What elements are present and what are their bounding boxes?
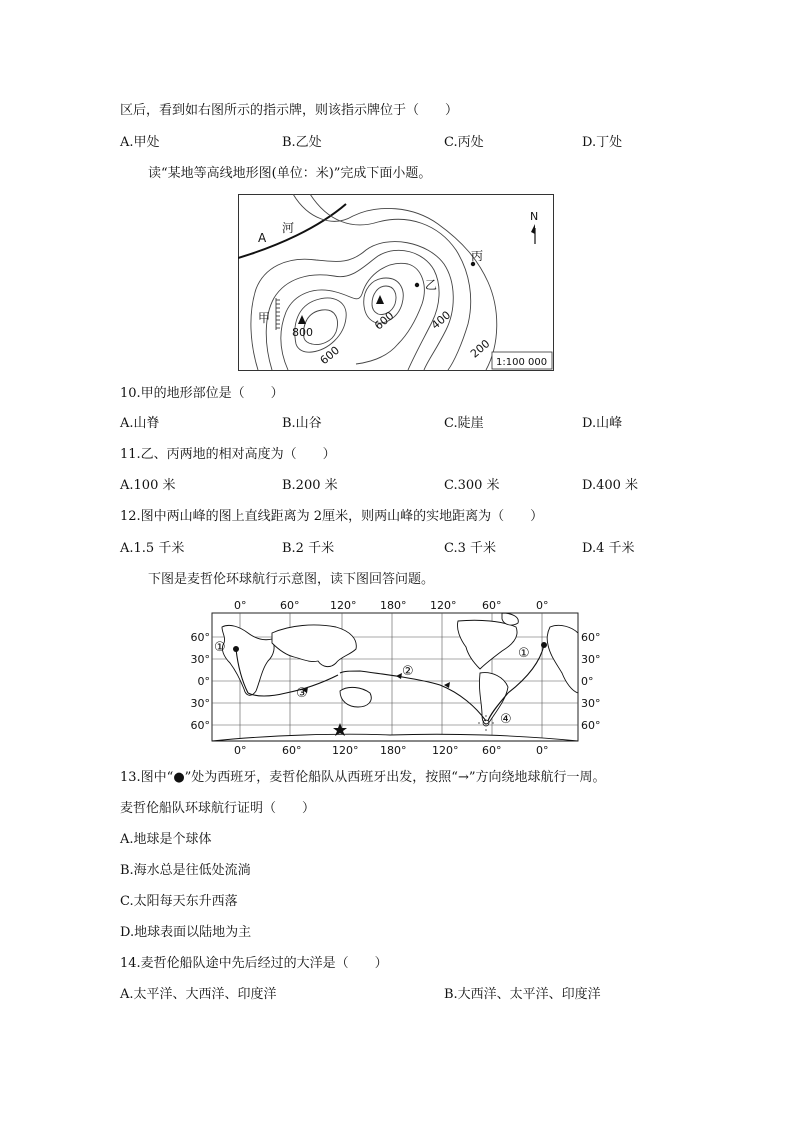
q12-option-a: A.1.5 千米: [120, 541, 185, 556]
spain-dot-left: [233, 646, 239, 652]
q11-option-d: D.400 米: [582, 478, 639, 493]
left-lat-0: 0°: [197, 675, 210, 688]
q13-option-b: B.海水总是往低处流淌: [120, 863, 251, 878]
question-10-stem: 10.甲的地形部位是（ ）: [120, 386, 284, 401]
spain-dot-right: [541, 642, 547, 648]
bottom-lon-4: 120°: [432, 744, 459, 757]
left-lat-30n: 30°: [190, 653, 210, 666]
question-12-stem: 12.图中两山峰的图上直线距离为 2厘米，则两山峰的实地距离为（ ）: [120, 509, 544, 524]
bottom-lon-3: 180°: [380, 744, 407, 757]
marker-1-left: ①: [214, 640, 226, 655]
question-stem-sign: 区后，看到如右图所示的指示牌，则该指示牌位于（ ）: [120, 103, 459, 118]
top-lon-0: 0°: [234, 599, 247, 612]
question-14-stem: 14.麦哲伦船队途中先后经过的大洋是（ ）: [120, 956, 388, 971]
q12-option-b: B.2 千米: [282, 541, 335, 556]
reading-instruction-contour: 读“某地等高线地形图(单位：米)”完成下面小题。: [148, 166, 432, 181]
point-yi-dot: [415, 283, 419, 287]
top-lon-2: 120°: [330, 599, 357, 612]
bottom-lon-6: 0°: [536, 744, 549, 757]
q11-option-a: A.100 米: [120, 478, 176, 493]
right-lat-60n: 60°: [581, 631, 601, 644]
top-lon-6: 0°: [536, 599, 549, 612]
label-200: 200: [468, 337, 493, 361]
contour-map: [238, 194, 554, 371]
q10-option-c: C.陡崖: [444, 416, 484, 431]
label-a: A: [258, 231, 267, 245]
question-11-stem: 11.乙、丙两地的相对高度为（ ）: [120, 447, 336, 462]
option-d: D.丁处: [582, 135, 623, 150]
q10-option-b: B.山谷: [282, 416, 322, 431]
q10-option-d: D.山峰: [582, 416, 623, 431]
label-400: 400: [428, 308, 454, 332]
marker-3: ③: [296, 686, 308, 701]
q14-option-b: B.大西洋、太平洋、印度洋: [444, 987, 601, 1002]
q14-option-a: A.太平洋、大西洋、印度洋: [120, 987, 277, 1002]
marker-2: ②: [402, 664, 414, 679]
north-label: N: [530, 210, 539, 223]
top-lon-5: 60°: [482, 599, 502, 612]
option-b: B.乙处: [282, 135, 322, 150]
bottom-lon-0: 0°: [234, 744, 247, 757]
top-lon-1: 60°: [280, 599, 300, 612]
q13-option-c: C.太阳每天东升西落: [120, 894, 238, 909]
q12-option-d: D.4 千米: [582, 541, 635, 556]
option-a: A.甲处: [120, 135, 160, 150]
question-13-stem-line1: 13.图中“●”处为西班牙，麦哲伦船队从西班牙出发，按照“→”方向绕地球航行一周。: [120, 770, 606, 785]
reading-instruction-world: 下图是麦哲伦环球航行示意图，读下图回答问题。: [148, 572, 435, 587]
label-bing: 丙: [471, 249, 484, 263]
question-13-stem-line2: 麦哲伦船队环球航行证明（ ）: [120, 801, 316, 816]
left-lat-60n: 60°: [190, 631, 210, 644]
q12-option-c: C.3 千米: [444, 541, 497, 556]
bottom-lon-1: 60°: [282, 744, 302, 757]
label-yi: 乙: [425, 278, 438, 292]
label-800: 800: [292, 326, 313, 339]
right-lat-30s: 30°: [581, 697, 601, 710]
q10-option-a: A.山脊: [120, 416, 160, 431]
bottom-lon-2: 120°: [332, 744, 359, 757]
label-600-east: 600: [372, 309, 397, 333]
bottom-lon-5: 60°: [482, 744, 502, 757]
q13-option-d: D.地球表面以陆地为主: [120, 925, 252, 940]
q11-option-b: B.200 米: [282, 478, 338, 493]
right-lat-30n: 30°: [581, 653, 601, 666]
q13-option-a: A.地球是个球体: [120, 832, 212, 847]
option-c: C.丙处: [444, 135, 484, 150]
marker-4: ④: [500, 712, 512, 727]
left-lat-30s: 30°: [190, 697, 210, 710]
q11-option-c: C.300 米: [444, 478, 500, 493]
label-jia: 甲: [258, 311, 271, 325]
left-lat-60s: 60°: [190, 719, 210, 732]
scale-label: 1:100 000: [496, 357, 548, 368]
label-river: 河: [282, 221, 295, 235]
right-lat-0: 0°: [581, 675, 594, 688]
marker-1-right: ①: [518, 646, 530, 661]
top-lon-4: 120°: [430, 599, 457, 612]
label-600-west: 600: [317, 343, 342, 368]
right-lat-60s: 60°: [581, 719, 601, 732]
top-lon-3: 180°: [380, 599, 407, 612]
magellan-route-map: [190, 597, 604, 759]
